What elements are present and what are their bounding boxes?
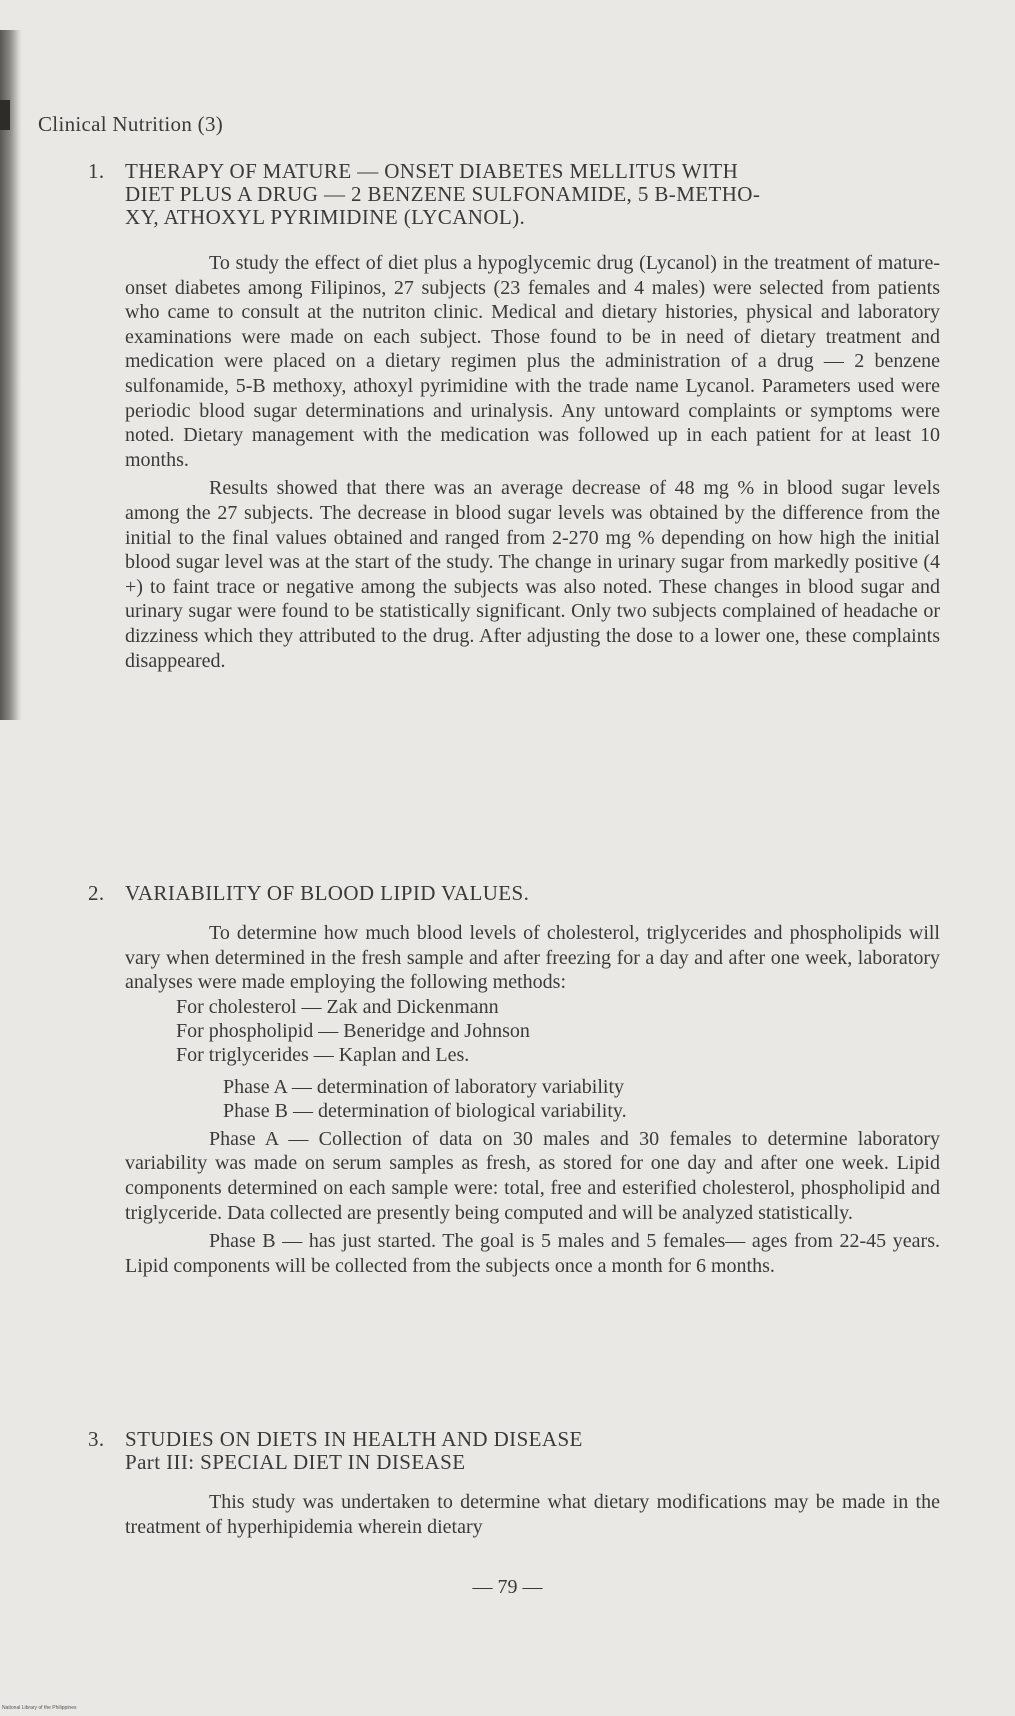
method-item: For cholesterol — Zak and Dickenmann — [176, 995, 499, 1018]
page-number: — 79 — — [472, 1576, 543, 1598]
title-line: DIET PLUS A DRUG — 2 BENZENE SULFONAMIDE, 5 B-METHO- — [125, 182, 761, 206]
section-3 — [88, 1428, 940, 1539]
section-title — [125, 160, 940, 229]
section-heading — [88, 882, 940, 905]
title-line: VARIABILITY OF BLOOD LIPID VALUES. — [125, 881, 530, 905]
paragraph: Phase B — has just started. The goal is 5 males and 5 females— ages from 22-45 years. Lipid components will be collected from the subjects once a month for 6 months. — [125, 1230, 940, 1277]
scanned-page-edge-mark — [0, 100, 10, 130]
section-heading — [88, 1428, 940, 1474]
paragraph: Results showed that there was an average decrease of 48 mg % in blood sugar levels among the 27 subjects. The decrease in blood sugar levels was obtained by the difference from the initial to the final values obtained and ranged from 2-270 mg % depending on how high the initial blood sugar level was at the start of the study. The change in urinary sugar from markedly positive (4 +) to faint trace or negative among the subjects was also noted. These changes in blood sugar and urinary sugar were found to be statistically significant. Only two subjects complained of headache or dizziness which they attributed to the drug. After adjusting the dose to a lower one, these complaints disappeared. — [125, 477, 940, 672]
section-number: 3. — [88, 1427, 105, 1451]
paragraph: This study was undertaken to determine what dietary modifications may be made in the treatment of hyperhipidemia wherein dietary — [125, 1491, 940, 1538]
paragraph: To study the effect of diet plus a hypoglycemic drug (Lycanol) in the treatment of mature-onset diabetes among Filipinos, 27 subjects (23 females and 4 males) were selected from patients who came to consult at the nutriton clinic. Medical and dietary histories, physical and laboratory examinations were made on each subject. Those found to be in need of dietary treatment and medication were placed on a dietary regimen plus the administration of a drug — 2 benzene sulfonamide, 5-B methoxy, athoxyl pyrimidine with the trade name Lycanol. Parameters used were periodic blood sugar determinations and urinalysis. Any untoward complaints or symptoms were noted. Dietary management with the medication was followed up in each patient for at least 10 months. — [125, 252, 940, 471]
paragraph: Phase A — Collection of data on 30 males and 30 females to determine laboratory variability was made on serum samples as fresh, as stored for one day and after one week. Lipid components determined on each sample were: total, free and esterified cholesterol, phospholipid and triglyceride. Data collected are presently being computed and will be analyzed statistically. — [125, 1127, 940, 1224]
section-number: 2. — [88, 881, 105, 905]
phase-item: Phase A — determination of laboratory variability — [223, 1075, 625, 1098]
title-line: STUDIES ON DIETS IN HEALTH AND DISEASE — [125, 1427, 583, 1451]
section-number: 1. — [88, 159, 105, 183]
running-header: Clinical Nutrition (3) — [38, 112, 224, 136]
title-line: Part III: SPECIAL DIET IN DISEASE — [125, 1450, 466, 1474]
method-item: For triglycerides — Kaplan and Les. — [176, 1043, 470, 1066]
title-line: XY, ATHOXYL PYRIMIDINE (LYCANOL). — [125, 205, 526, 229]
footer-credit: National Library of the Philippines — [2, 1705, 77, 1711]
section-heading — [88, 160, 940, 229]
section-2 — [88, 882, 940, 1278]
section-1 — [88, 160, 940, 673]
method-item: For phospholipid — Beneridge and Johnson — [176, 1019, 530, 1042]
scanned-page-edge — [0, 30, 22, 720]
title-line: THERAPY OF MATURE — ONSET DIABETES MELLITUS WITH — [125, 159, 739, 183]
section-title — [125, 1428, 940, 1474]
paragraph: To determine how much blood levels of cholesterol, triglycerides and phospholipids will vary when determined in the fresh sample and after freezing for a day and after one week, laboratory analyses were made employing the following methods: — [125, 922, 940, 994]
phase-item: Phase B — determination of biological variability. — [223, 1099, 627, 1122]
section-title — [125, 882, 940, 905]
